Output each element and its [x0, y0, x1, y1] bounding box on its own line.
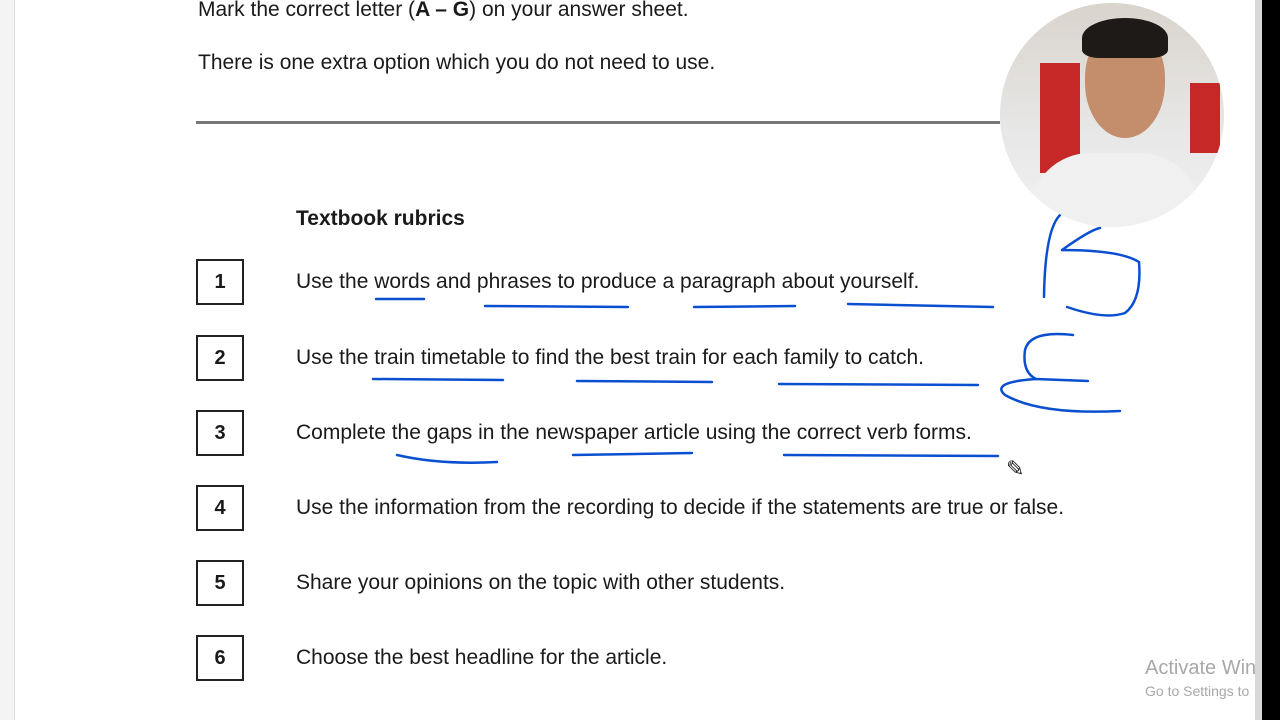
- screen-border: [1262, 0, 1280, 720]
- rubric-row: [196, 410, 1196, 458]
- rubric-number: 3: [196, 410, 244, 456]
- rubric-number: 1: [196, 259, 244, 305]
- rubric-row: [196, 635, 1196, 683]
- rubric-row: [196, 560, 1196, 608]
- instruction-letters: A – G: [415, 0, 470, 21]
- watermark-title: Activate Win: [1145, 657, 1257, 679]
- page-left-edge: [0, 0, 15, 720]
- section-heading: Textbook rubrics: [296, 207, 465, 230]
- rubric-text: Choose the best headline for the article.: [296, 646, 668, 669]
- scrollbar-track[interactable]: [1255, 0, 1262, 720]
- rubric-row: [196, 259, 1196, 307]
- presenter-shirt: [1030, 153, 1200, 227]
- divider: [196, 121, 1000, 124]
- activate-windows-watermark: [1145, 657, 1256, 699]
- instruction-line-2: There is one extra option which you do not need to use.: [198, 51, 716, 74]
- rubric-text: Use the information from the recording to decide if the statements are true or false.: [296, 496, 1065, 519]
- presenter-hair: [1082, 18, 1168, 58]
- instruction-text: Mark the correct letter (: [198, 0, 416, 21]
- rubric-row: [196, 335, 1196, 383]
- rubric-number: 2: [196, 335, 244, 381]
- watermark-subtitle: Go to Settings to: [1145, 683, 1250, 699]
- webcam-overlay: [1000, 3, 1224, 227]
- instruction-text: ) on your answer sheet.: [469, 0, 689, 21]
- rubric-number: 4: [196, 485, 244, 531]
- rubric-number: 6: [196, 635, 244, 681]
- rubric-text: Use the train timetable to find the best train for each family to catch.: [296, 346, 924, 369]
- rubric-text: Share your opinions on the topic with other students.: [296, 571, 786, 594]
- instruction-line-1: [198, 0, 689, 22]
- phone-booth: [1190, 83, 1220, 153]
- rubric-number: 5: [196, 560, 244, 606]
- rubric-text: Use the words and phrases to produce a paragraph about yourself.: [296, 270, 920, 293]
- pencil-cursor-icon: ✎: [1006, 456, 1025, 481]
- rubric-text: Complete the gaps in the newspaper article using the correct verb forms.: [296, 421, 972, 444]
- rubric-row: [196, 485, 1196, 533]
